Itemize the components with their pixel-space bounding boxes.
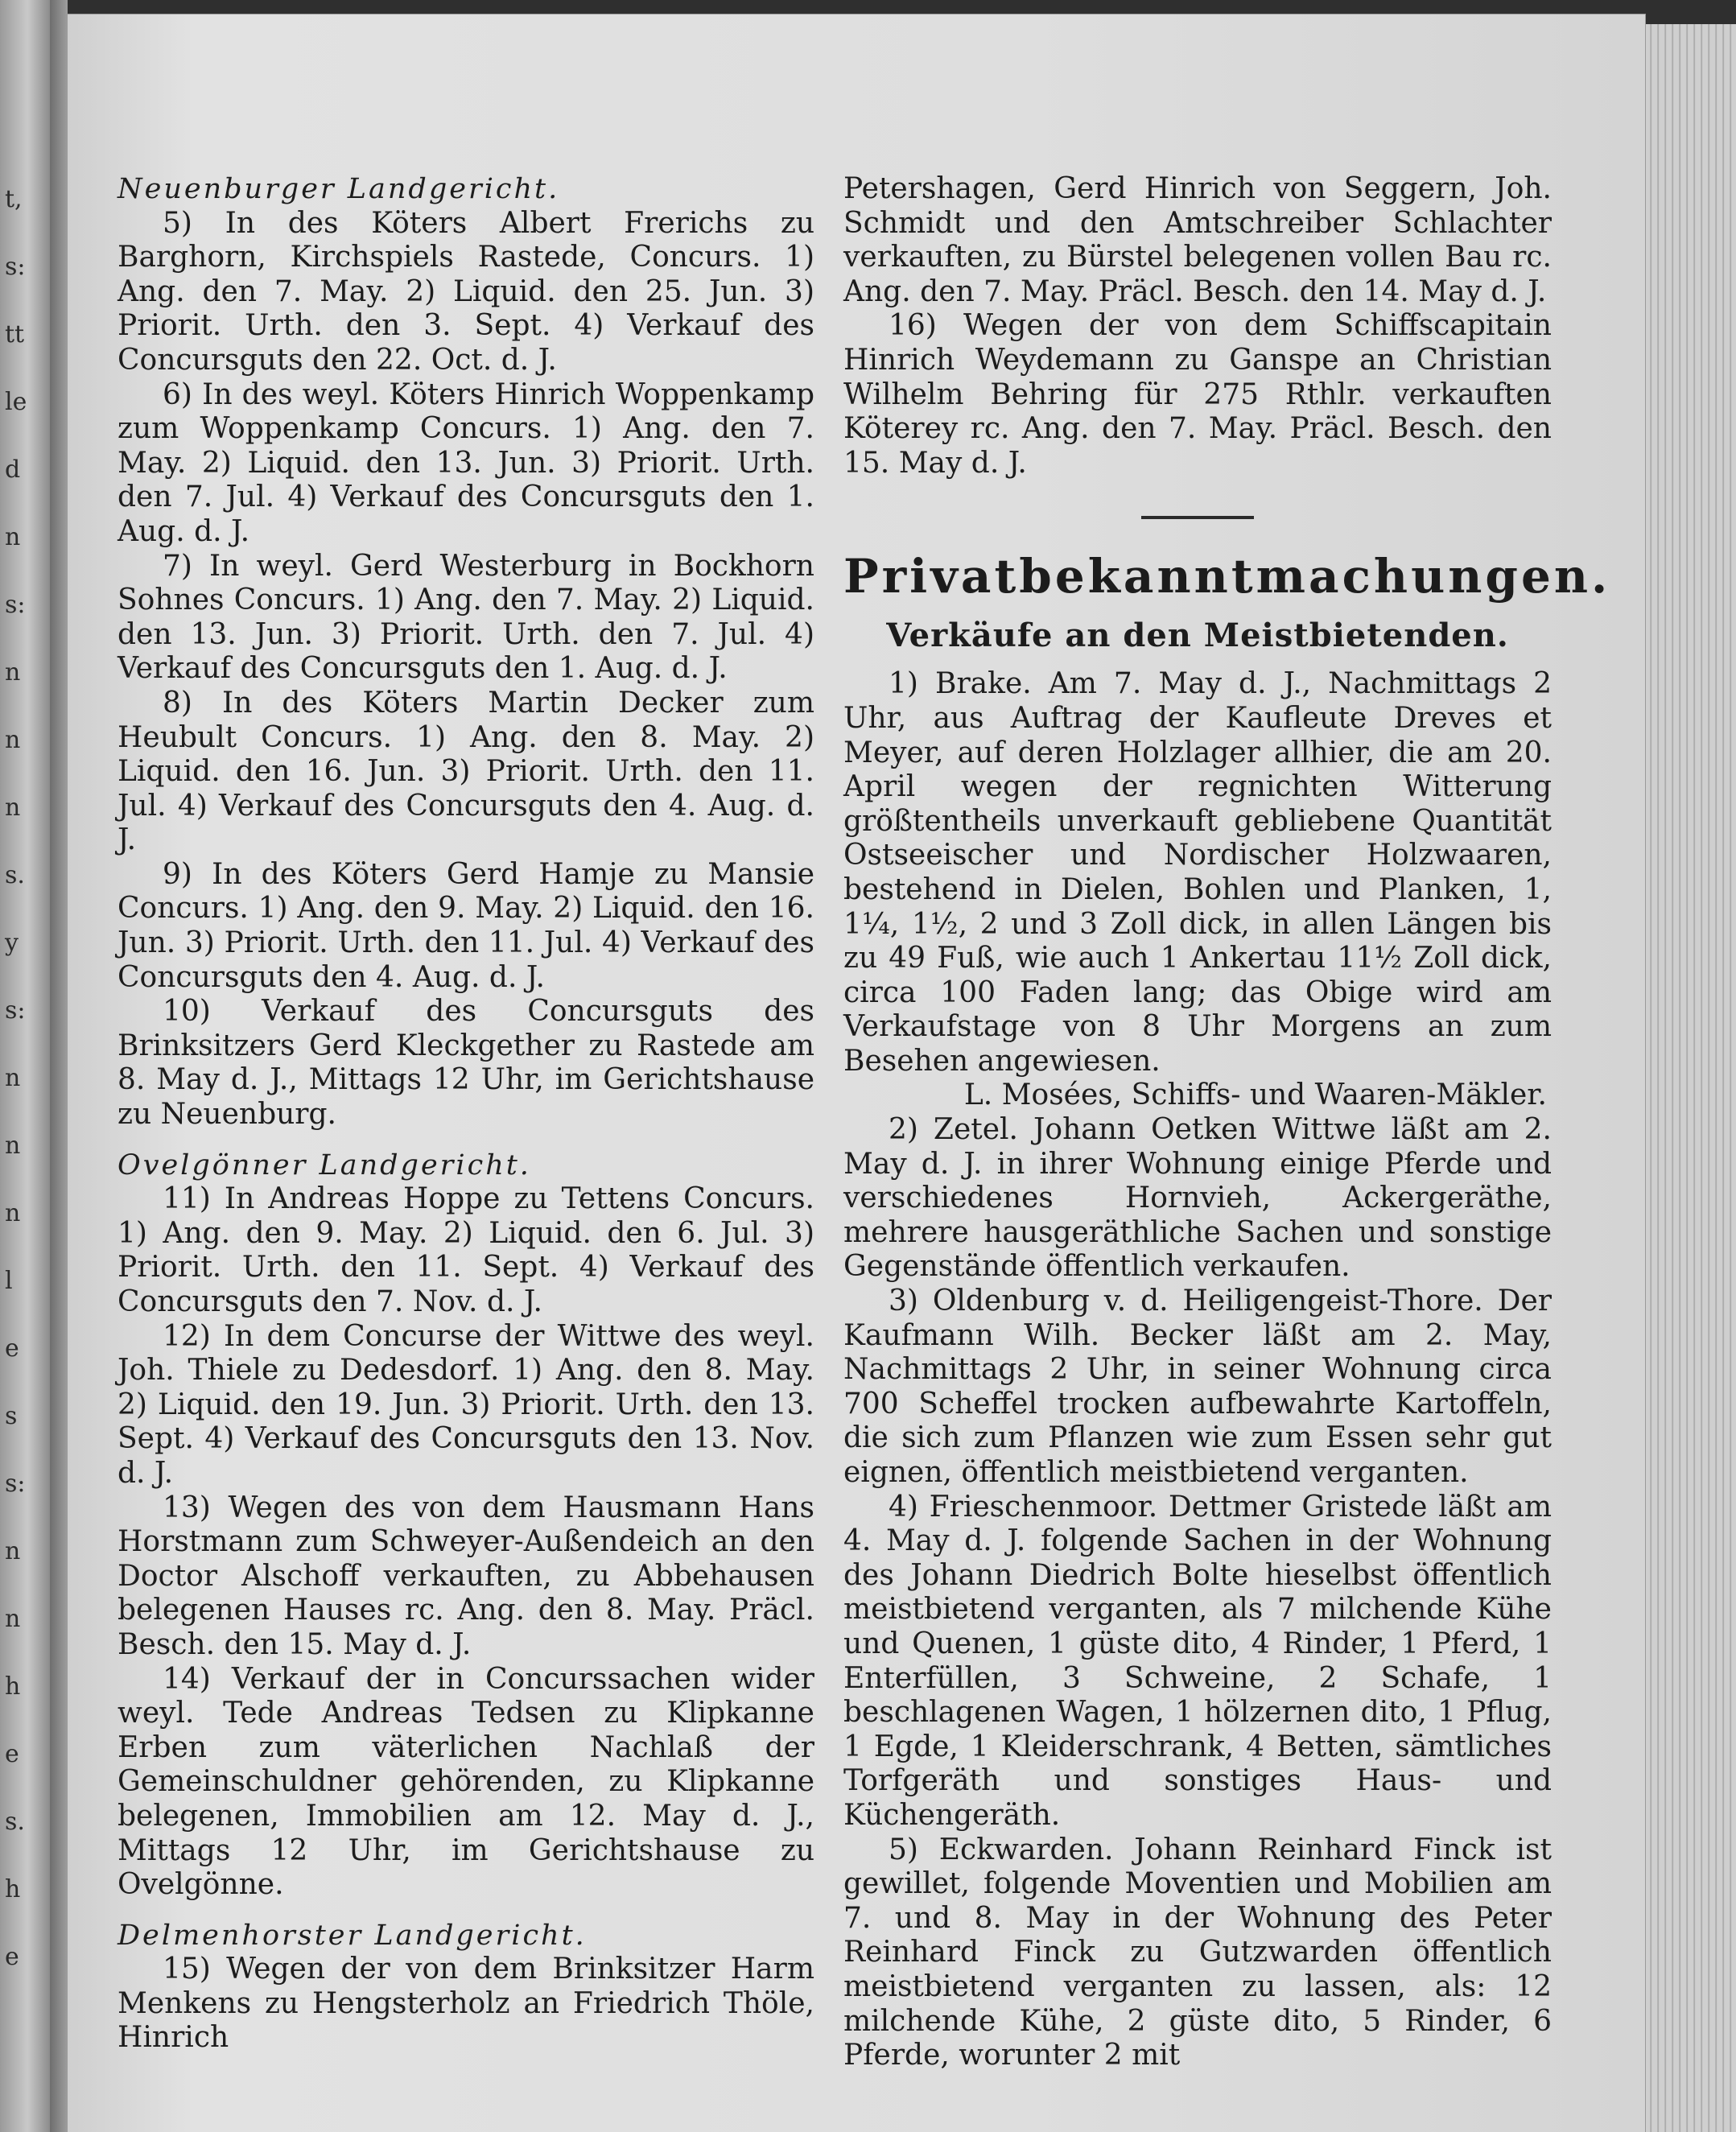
continuation-paragraph: Petershagen, Gerd Hinrich von Seggern, Joh. Schmidt und den Amtschreiber Schlachter verkauften, zu Bürstel belegenen vollen Bau rc. Ang. den 7. May. Präcl. Besch. den 14. May d. J. — [843, 172, 1552, 308]
facing-page-text-fragment: e — [5, 1334, 19, 1363]
sale-entry: 4) Frieschenmoor. Dettmer Gristede läßt am 4. May d. J. folgende Sachen in der Wohnung des Johann Diedrich Bolte hieselbst öffentlich meistbietend verganten, als 7 milchende Kühe und Quenen, 1 güste dito, 4 Rinder, 1 Pferd, 1 Enterfüllen, 3 Schweine, 2 Schafe, 1 beschlagenen Wagen, 1 hölzernen dito, 1 Pflug, 1 Egde, 1 Kleiderschrank, 4 Betten, sämtliches Torfgeräth und sonstiges Haus- und Küchengeräth. — [843, 1490, 1552, 1832]
section-subtitle: Verkäufe an den Meistbietenden. — [886, 617, 1509, 655]
notice-paragraph: 13) Wegen des von dem Hausmann Hans Horstmann zum Schweyer-Außendeich an den Doctor Alschoff verkauften, zu Abbehausen belegenen Hauses rc. Ang. den 8. May. Präcl. Besch. den 15. May d. J. — [118, 1491, 814, 1661]
facing-page-text-fragment: e — [5, 1740, 19, 1768]
sale-entry: 2) Zetel. Johann Oetken Wittwe läßt am 2. May d. J. in ihrer Wohnung einige Pferde und verschiedenes Hornvieh, Ackergeräthe, mehrere hausgeräthliche Sachen und sonstige Gegenstände öffentlich verkaufen. — [843, 1113, 1552, 1284]
left-column — [118, 172, 814, 2056]
facing-page-text-fragment: d — [5, 456, 21, 484]
facing-page-text-fragment: n — [5, 794, 21, 822]
notice-paragraph: 6) In des weyl. Köters Hinrich Woppenkamp zum Woppenkamp Concurs. 1) Ang. den 7. May. 2) Liquid. den 13. Jun. 3) Priorit. Urth. den 7. Jul. 4) Verkauf des Concursguts den 1. Aug. d. J. — [118, 377, 814, 548]
notice-paragraph: 5) In des Köters Albert Frerichs zu Barghorn, Kirchspiels Rastede, Concurs. 1) Ang. den 7. May. 2) Liquid. den 25. Jun. 3) Priorit. Urth. den 3. Sept. 4) Verkauf des Concursguts den 22. Oct. d. J. — [118, 206, 814, 377]
notice-paragraph: 11) In Andreas Hoppe zu Tettens Concurs. 1) Ang. den 9. May. 2) Liquid. den 6. Jul. 3) Priorit. Urth. den 11. Sept. 4) Verkauf des Concursguts den 7. Nov. d. J. — [118, 1182, 814, 1318]
facing-page-text-fragment: l — [5, 1267, 13, 1295]
section-neuenburg-entries — [118, 207, 814, 1132]
notice-paragraph: 10) Verkauf des Concursguts des Brinksitzers Gerd Kleckgether zu Rastede am 8. May d. J., Mittags 12 Uhr, im Gerichtshause zu Neuenburg. — [118, 995, 814, 1132]
facing-page-text-fragment: tt — [5, 320, 25, 348]
facing-page-text-fragment: s. — [5, 861, 25, 889]
section-heading-ovelgoenne: Ovelgönner Landgericht. — [118, 1148, 531, 1181]
book-gutter — [50, 0, 68, 2132]
facing-page-text-fragment: n — [5, 1064, 21, 1092]
facing-page-text-fragment: e — [5, 1943, 19, 1971]
facing-page-text-fragment: n — [5, 726, 21, 754]
facing-page-text-fragment: s. — [5, 1808, 25, 1836]
spacer — [118, 1903, 814, 1919]
notice-paragraph: 16) Wegen der von dem Schiffscapitain Hinrich Weydemann zu Ganspe an Christian Wilhelm Behring für 275 Rthlr. verkauften Köterey rc. Ang. den 7. May. Präcl. Besch. den 15. May d. J. — [843, 309, 1552, 480]
section-heading-delmenhorst: Delmenhorster Landgericht. — [118, 1919, 587, 1952]
right-column — [843, 172, 1611, 2073]
facing-page-text-fragment: n — [5, 1132, 21, 1160]
facing-page-text-fragment: y — [5, 929, 19, 957]
section-heading-neuenburg: Neuenburger Landgericht. — [118, 173, 560, 205]
sale-entry: 3) Oldenburg v. d. Heiligengeist-Thore. Der Kaufmann Wilh. Becker läßt am 2. May, Nachmittags 2 Uhr, in seiner Wohnung circa 700 Scheffel trocken aufbewahrte Kartoffeln, die sich zum Pflanzen wie zum Essen sehr gut eignen, öffentlich meistbietend verganten. — [843, 1285, 1552, 1489]
facing-page-edge — [0, 0, 50, 2132]
section-divider-rule — [1141, 516, 1254, 519]
facing-page-text-fragment: n — [5, 658, 21, 687]
notice-paragraph: 12) In dem Concurse der Wittwe des weyl. Joh. Thiele zu Dedesdorf. 1) Ang. den 8. May. 2) Liquid. den 19. Jun. 3) Priorit. Urth. den 13. Sept. 4) Verkauf des Concursguts den 13. Nov. d. J. — [118, 1319, 814, 1490]
facing-page-text-fragment: s: — [5, 996, 26, 1025]
facing-page-text-fragment: s: — [5, 253, 26, 281]
section-delmenhorst-entries — [118, 1953, 814, 2056]
facing-page-text-fragment: s: — [5, 591, 26, 619]
facing-page-text-fragment: s — [5, 1402, 18, 1430]
facing-page-text-fragment: n — [5, 523, 21, 551]
sale-signature: L. Mosées, Schiffs- und Waaren-Mäkler. — [963, 1078, 1547, 1112]
facing-page-text-fragment: n — [5, 1537, 21, 1565]
facing-page-text-fragment: h — [5, 1875, 21, 1903]
facing-page-text-fragment: n — [5, 1605, 21, 1633]
facing-page-text-fragment: t, — [5, 185, 23, 213]
notice-paragraph: 7) In weyl. Gerd Westerburg in Bockhorn Sohnes Concurs. 1) Ang. den 7. May. 2) Liquid. den 13. Jun. 3) Priorit. Urth. den 7. Jul. 4) Verkauf des Concursguts den 1. Aug. d. J. — [118, 549, 814, 686]
page-stack-edges — [1645, 24, 1736, 2132]
sale-entry: 1) Brake. Am 7. May d. J., Nachmittags 2 Uhr, aus Auftrag der Kaufleute Dreves et Meyer, auf deren Holzlager allhier, die am 20. April wegen der regnichten Witterung größtentheils unverkauft gebliebene Quantität Ostseeischer und Nordischer Holzwaaren, bestehend in Dielen, Bohlen und Planken, 1, 1¼, 1½, 2 und 3 Zoll dick, in allen Längen bis zu 49 Fuß, wie auch 1 Ankertau 11½ Zoll dick, circa 100 Faden lang; das Obige wird am Verkaufstage von 8 Uhr Morgens an zum Besehen angewiesen. — [843, 667, 1552, 1078]
notice-paragraph: 14) Verkauf der in Concurssachen wider weyl. Tede Andreas Tedsen zu Klipkanne Erben zum väterlichen Nachlaß der Gemeinschuldner gehörenden, zu Klipkanne belegenen, Immobilien am 12. May d. J., Mittags 12 Uhr, im Gerichtshause zu Ovelgönne. — [118, 1662, 814, 1902]
spacer — [118, 1132, 814, 1148]
section-title: Privatbekanntmachungen. — [843, 549, 1611, 604]
facing-page-text-fragment: le — [5, 388, 27, 416]
sale-entry: 5) Eckwarden. Johann Reinhard Finck ist gewillet, folgende Moventien und Mobilien am 7. und 8. May in der Wohnung des Peter Reinhard Finck zu Gutzwarden öffentlich meistbietend verganten zu lassen, als: 12 milchende Kühe, 2 güste dito, 5 Rinder, 6 Pferde, worunter 2 mit — [843, 1833, 1552, 2072]
newspaper-page — [68, 14, 1645, 2132]
notice-paragraph: 9) In des Köters Gerd Hamje zu Mansie Concurs. 1) Ang. den 9. May. 2) Liquid. den 16. Jun. 3) Priorit. Urth. den 11. Jul. 4) Verkauf des Concursguts den 4. Aug. d. J. — [118, 857, 814, 994]
facing-page-text-fragment: s: — [5, 1470, 26, 1498]
notice-paragraph: 8) In des Köters Martin Decker zum Heubult Concurs. 1) Ang. den 8. May. 2) Liquid. den 16. Jun. 3) Priorit. Urth. den 11. Jul. 4) Verkauf des Concursguts den 4. Aug. d. J. — [118, 686, 814, 857]
notice-paragraph: 15) Wegen der von dem Brinksitzer Harm Menkens zu Hengsterholz an Friedrich Thöle, Hinrich — [118, 1953, 814, 2055]
facing-page-text-fragment: h — [5, 1672, 21, 1701]
facing-page-text-fragment: n — [5, 1199, 21, 1227]
section-ovelgoenne-entries — [118, 1182, 814, 1902]
